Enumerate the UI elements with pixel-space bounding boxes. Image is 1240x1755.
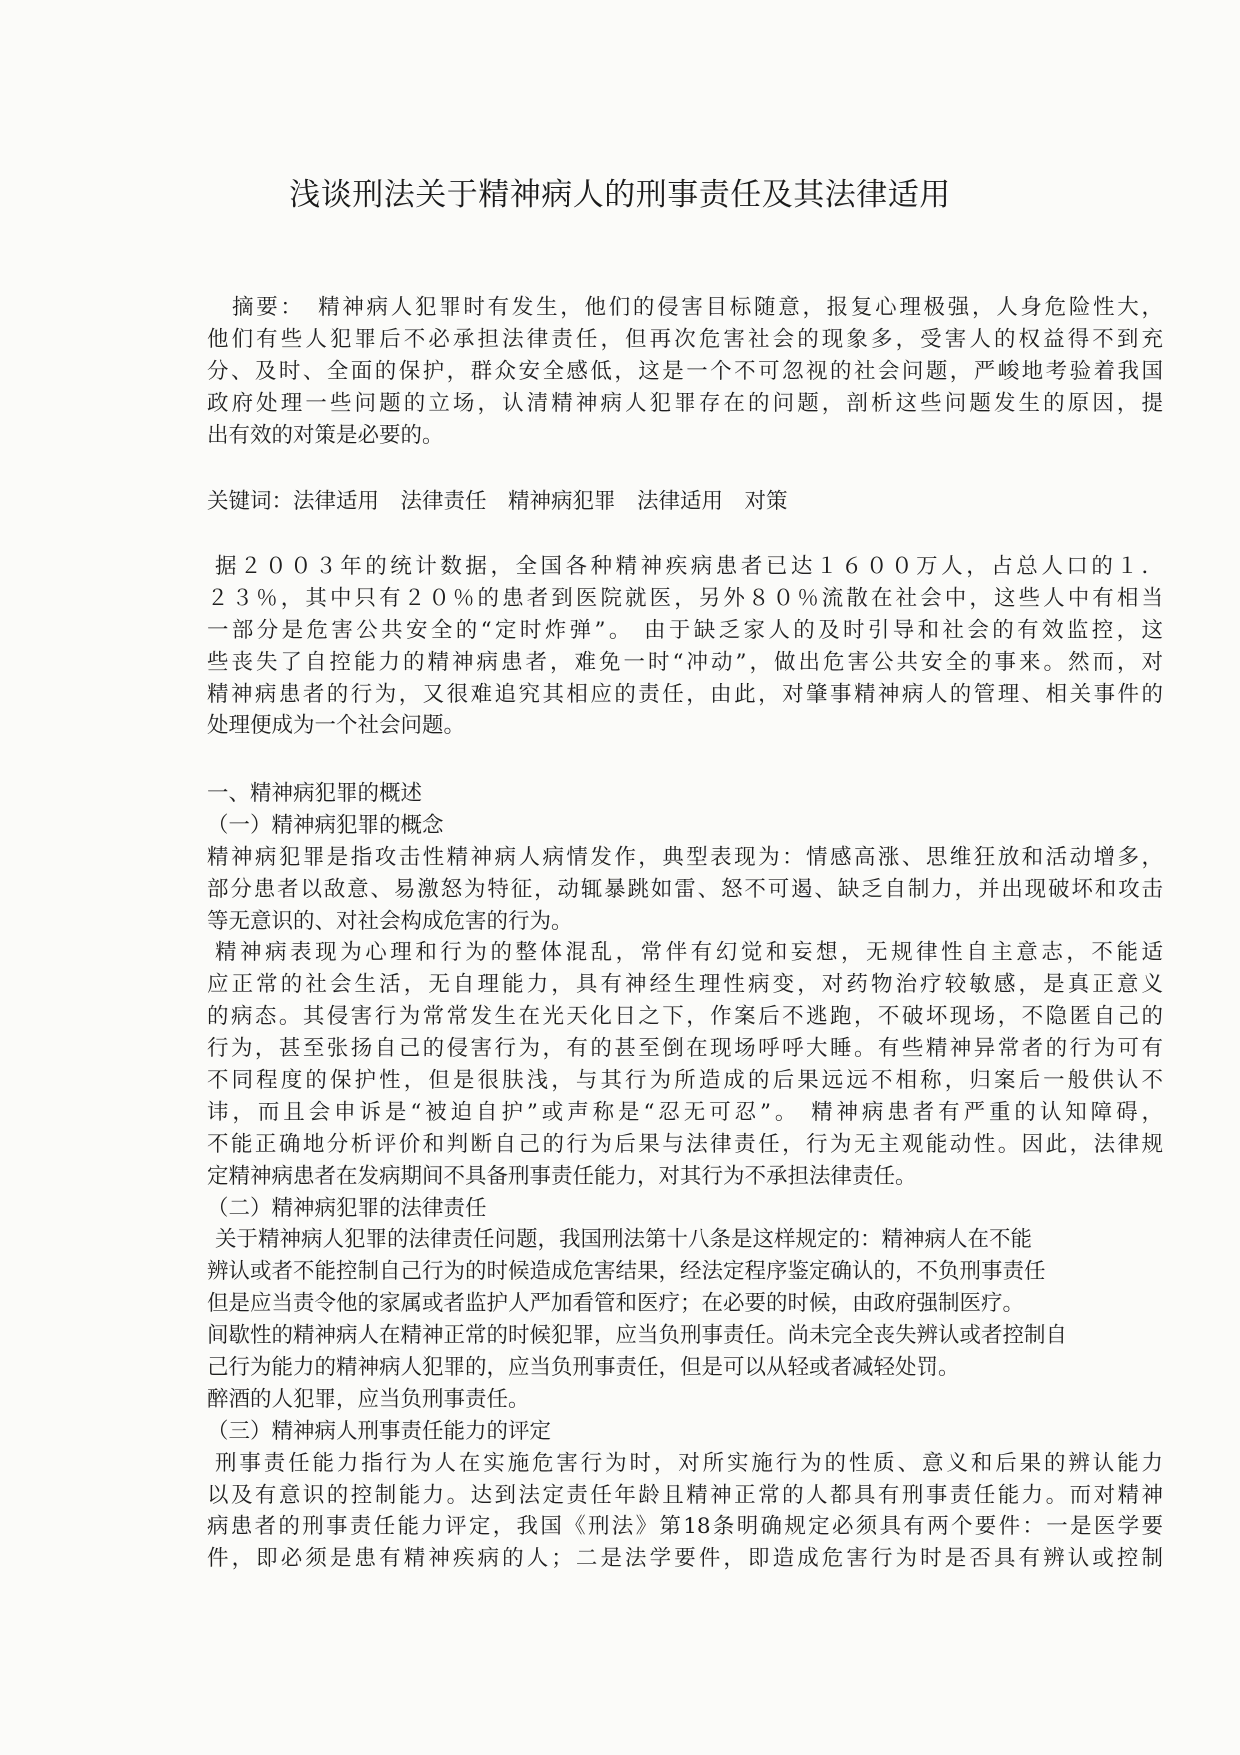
paragraph-line: 应正常的社会生活，无自理能力，具有神经生理性病变，对药物治疗较敏感，是真正意义 <box>207 972 1163 998</box>
abstract-line: 他们有些人犯罪后不必承担法律责任，但再次危害社会的现象多，受害人的权益得不到充 <box>207 326 1163 352</box>
paragraph-line: ２３％，其中只有２０％的患者到医院就医，另外８０％流散在社会中，这些人中有相当 <box>207 585 1163 611</box>
paragraph-line: 精神病表现为心理和行为的整体混乱，常伴有幻觉和妄想，无规律性自主意志，不能适 <box>215 940 1163 966</box>
paragraph-line: 病患者的刑事责任能力评定，我国《刑法》第18条明确规定必须具有两个要件：一是医学要 <box>207 1514 1163 1540</box>
paragraph-line: 醉酒的人犯罪，应当负刑事责任。 <box>207 1386 530 1412</box>
paragraph-line: 的病态。其侵害行为常常发生在光天化日之下，作案后不逃跑，不破坏现场，不隐匿自己的 <box>207 1004 1163 1030</box>
paragraph-line: 一部分是危害公共安全的“定时炸弹”。 由于缺乏家人的及时引导和社会的有效监控，这 <box>207 617 1163 643</box>
paragraph-line: 刑事责任能力指行为人在实施危害行为时，对所实施行为的性质、意义和后果的辨认能力 <box>215 1450 1163 1476</box>
paragraph-line: 己行为能力的精神病人犯罪的，应当负刑事责任，但是可以从轻或者减轻处罚。 <box>207 1355 960 1381</box>
paragraph-line: 但是应当责令他的家属或者监护人严加看管和医疗；在必要的时候，由政府强制医疗。 <box>207 1291 1025 1317</box>
paragraph-line: 不同程度的保护性，但是很肤浅，与其行为所造成的后果远远不相称，归案后一般供认不 <box>207 1068 1163 1094</box>
paragraph-line: 间歇性的精神病人在精神正常的时候犯罪，应当负刑事责任。尚未完全丧失辨认或者控制自 <box>207 1323 1068 1349</box>
subsection-heading: （一）精神病犯罪的概念 <box>207 812 444 838</box>
paragraph-line: 行为，甚至张扬自己的侵害行为，有的甚至倒在现场呼呼大睡。有些精神异常者的行为可有 <box>207 1036 1163 1062</box>
paragraph-line: 部分患者以敌意、易激怒为特征，动辄暴跳如雷、怒不可遏、缺乏自制力，并出现破坏和攻击 <box>207 876 1163 902</box>
paragraph-line: 以及有意识的控制能力。达到法定责任年龄且精神正常的人都具有刑事责任能力。而对精神 <box>207 1482 1163 1508</box>
section-1 <box>207 778 1163 1575</box>
paragraph-line: 定精神病患者在发病期间不具备刑事责任能力，对其行为不承担法律责任。 <box>207 1163 917 1189</box>
abstract-line: 摘要： 精神病人犯罪时有发生，他们的侵害目标随意，报复心理极强，人身危险性大， <box>232 295 1163 320</box>
section-heading: 一、精神病犯罪的概述 <box>207 781 423 806</box>
paragraph-line: 据２００３年的统计数据，全国各种精神疾病患者已达１６００万人，占总人口的１． <box>215 554 1163 579</box>
subsection-heading: （二）精神病犯罪的法律责任 <box>207 1195 487 1221</box>
abstract <box>207 292 1163 451</box>
paragraph-line: 些丧失了自控能力的精神病患者，难免一时“冲动”，做出危害公共安全的事来。然而，对 <box>207 649 1163 675</box>
abstract-line: 分、及时、全面的保护，群众安全感低，这是一个不可忽视的社会问题，严峻地考验着我国 <box>207 358 1163 384</box>
paragraph-line: 关于精神病人犯罪的法律责任问题，我国刑法第十八条是这样规定的：精神病人在不能 <box>215 1227 1033 1253</box>
paragraph-line: 讳，而且会申诉是“被迫自护”或声称是“忍无可忍”。 精神病患者有严重的认知障碍， <box>207 1099 1163 1125</box>
abstract-line: 出有效的对策是必要的。 <box>207 422 444 448</box>
document-title: 浅谈刑法关于精神病人的刑事责任及其法律适用 <box>289 177 951 213</box>
paragraph-line: 精神病患者的行为，又很难追究其相应的责任，由此，对肇事精神病人的管理、相关事件的 <box>207 681 1163 707</box>
subsection-heading: （三）精神病人刑事责任能力的评定 <box>207 1418 552 1444</box>
paragraph-line: 不能正确地分析评价和判断自己的行为后果与法律责任，行为无主观能动性。因此，法律规 <box>207 1131 1163 1157</box>
paragraph-line: 精神病犯罪是指攻击性精神病人病情发作，典型表现为：情感高涨、思维狂放和活动增多， <box>207 844 1163 870</box>
abstract-line: 政府处理一些问题的立场，认清精神病人犯罪存在的问题，剖析这些问题发生的原因，提 <box>207 390 1163 416</box>
paragraph-line: 等无意识的、对社会构成危害的行为。 <box>207 908 573 934</box>
paragraph-line: 件，即必须是患有精神疾病的人；二是法学要件，即造成危害行为时是否具有辨认或控制 <box>207 1546 1163 1572</box>
intro-paragraph <box>207 551 1163 742</box>
paragraph-line: 辨认或者不能控制自己行为的时候造成危害结果，经法定程序鉴定确认的，不负刑事责任 <box>207 1259 1046 1285</box>
keywords-line: 关键词：法律适用 法律责任 精神病犯罪 法律适用 对策 <box>207 489 788 514</box>
keywords <box>207 486 1163 518</box>
paragraph-line: 处理便成为一个社会问题。 <box>207 713 466 739</box>
